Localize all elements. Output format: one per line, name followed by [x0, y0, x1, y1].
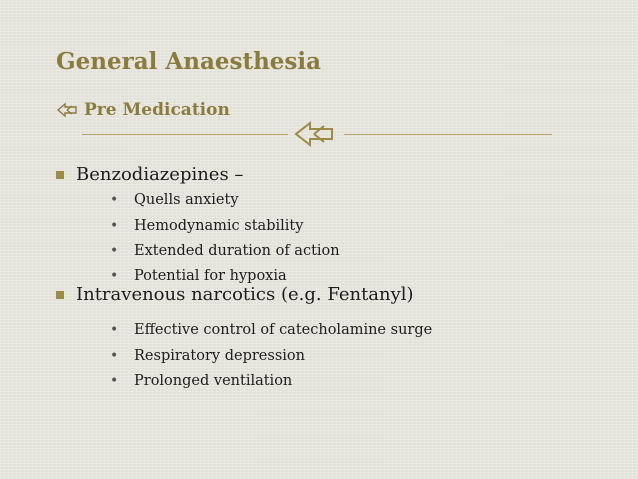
slide-subtitle: Pre Medication: [84, 100, 230, 120]
sub-bullet-item: [110, 322, 432, 338]
dot-bullet-icon: •: [110, 192, 119, 208]
square-bullet-icon: [56, 291, 64, 299]
subtitle-row: [56, 100, 230, 120]
double-chevron-arrow-icon: [56, 101, 78, 119]
slide-title: General Anaesthesia: [56, 48, 322, 75]
divider-line-left: [82, 134, 288, 135]
sub-bullet-item: [110, 218, 303, 234]
sub-bullet-item: [110, 192, 239, 208]
sub-bullet-text: Effective control of catecholamine surge: [134, 322, 433, 338]
dot-bullet-icon: •: [110, 268, 119, 284]
sub-bullet-text: Potential for hypoxia: [134, 268, 287, 284]
sub-bullet-item: [110, 268, 287, 284]
sub-bullet-text: Hemodynamic stability: [134, 218, 304, 234]
sub-bullet-text: Prolonged ventilation: [134, 373, 293, 389]
divider-ornament-icon: [292, 119, 340, 149]
sub-bullet-item: [110, 348, 305, 364]
sub-bullet-item: [110, 373, 292, 389]
dot-bullet-icon: •: [110, 348, 119, 364]
sub-bullet-text: Quells anxiety: [134, 192, 239, 208]
square-bullet-icon: [56, 171, 64, 179]
dot-bullet-icon: •: [110, 373, 119, 389]
divider-line-right: [344, 134, 552, 135]
bullet-item: [56, 164, 243, 185]
bullet-text: Intravenous narcotics (e.g. Fentanyl): [76, 284, 414, 305]
dot-bullet-icon: •: [110, 243, 119, 259]
dot-bullet-icon: •: [110, 218, 119, 234]
sub-bullet-item: [110, 243, 340, 259]
sub-bullet-text: Extended duration of action: [134, 243, 340, 259]
sub-bullet-text: Respiratory depression: [134, 348, 305, 364]
bullet-item: [56, 284, 414, 305]
dot-bullet-icon: •: [110, 322, 119, 338]
bullet-text: Benzodiazepines –: [76, 164, 244, 185]
